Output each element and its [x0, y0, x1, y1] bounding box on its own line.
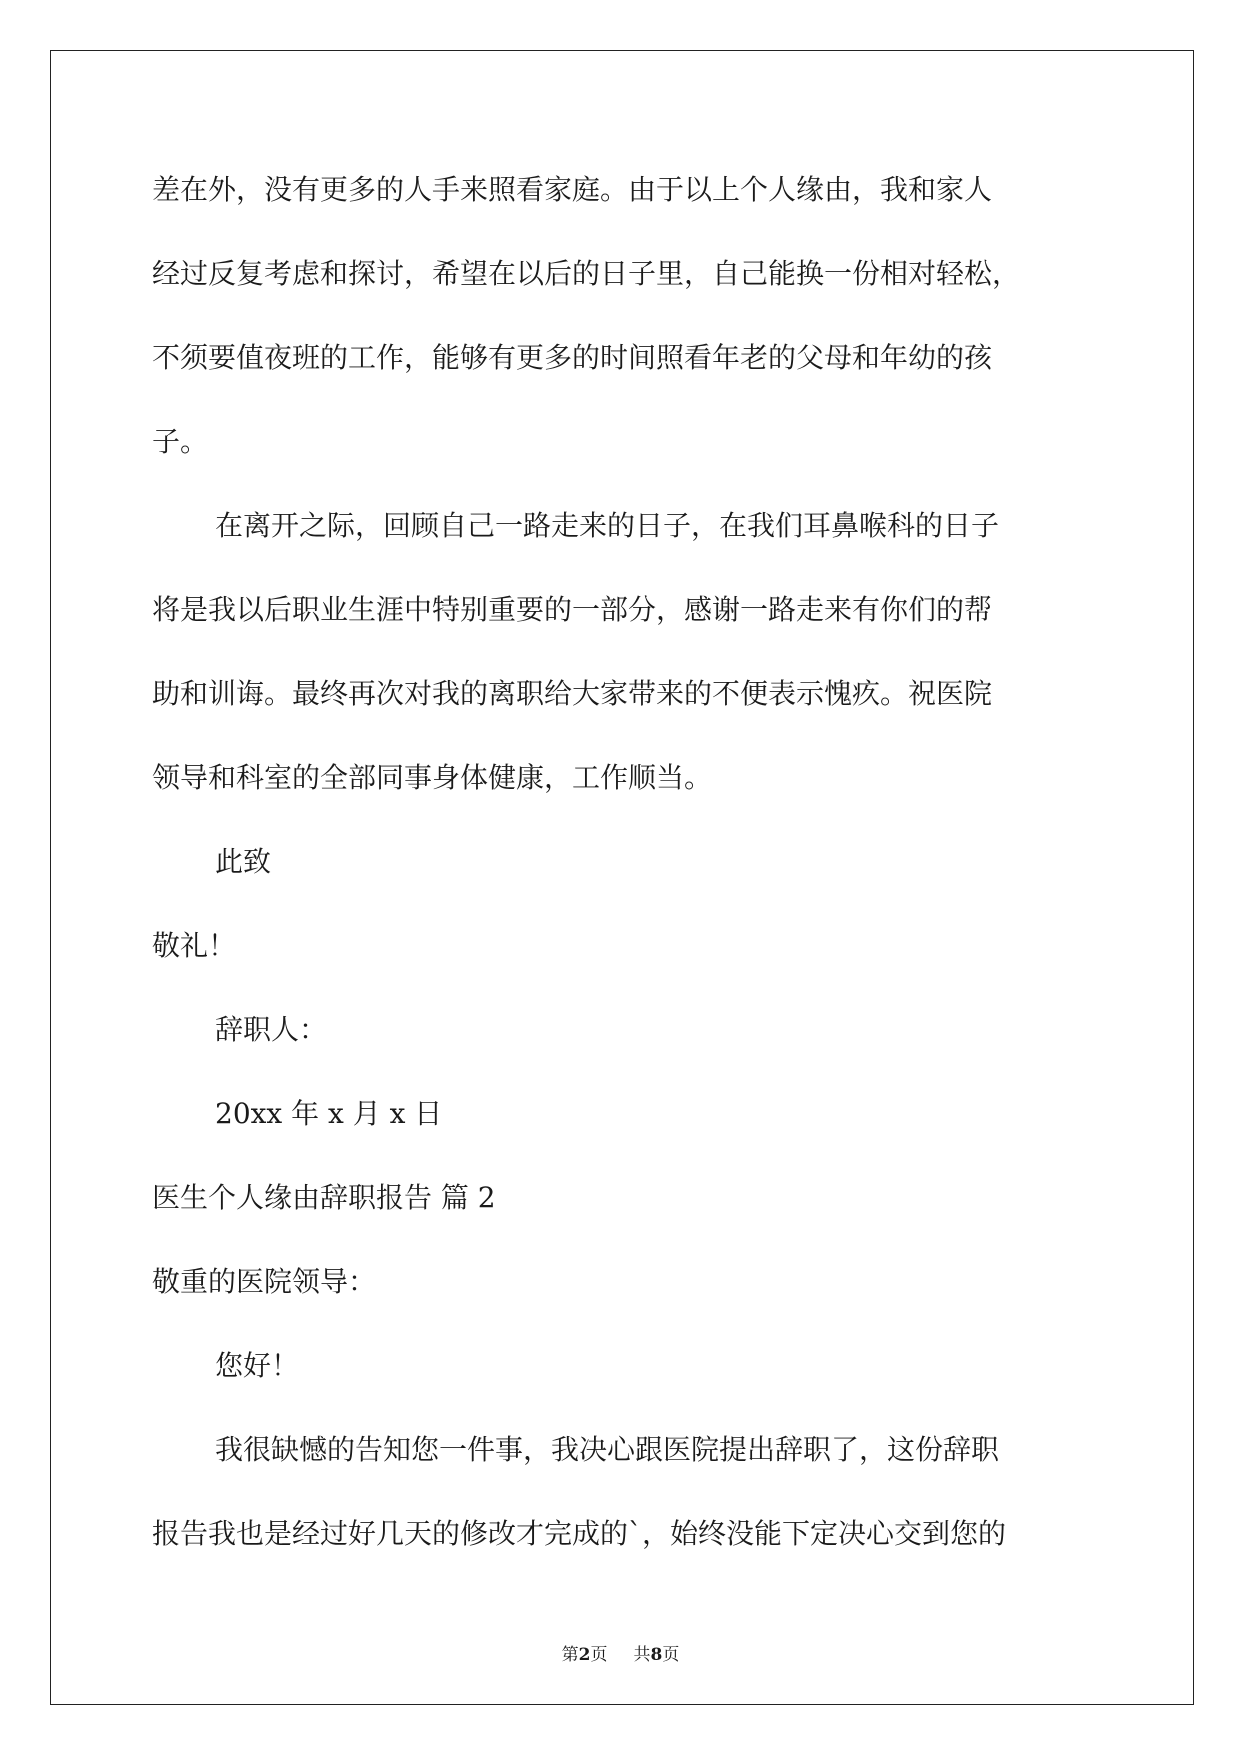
footer-page-prefix: 第 [561, 1645, 579, 1665]
text-line-4: 子。 [152, 425, 209, 458]
text-line-6: 将是我以后职业生涯中特别重要的一部分，感谢一路走来有你们的帮 [152, 593, 993, 626]
text-line-16: 我很缺憾的告知您一件事，我决心跟医院提出辞职了，这份辞职 [215, 1433, 1000, 1466]
salutation-jingli: 敬礼！ [152, 929, 237, 962]
hello-line: 您好！ [215, 1349, 300, 1382]
section-heading: 医生个人缘由辞职报告 篇 2 [152, 1181, 496, 1214]
date-line: 20xx 年 x 月 x 日 [215, 1097, 443, 1130]
text-line-8: 领导和科室的全部同事身体健康，工作顺当。 [152, 761, 713, 794]
text-line-3: 不须要值夜班的工作，能够有更多的时间照看年老的父母和年幼的孩 [152, 341, 993, 374]
signature-label: 辞职人： [215, 1013, 328, 1046]
footer-total-prefix: 共 [633, 1645, 651, 1665]
salutation-cizhi: 此致 [215, 845, 272, 878]
footer-total-number: 8 [650, 1645, 663, 1665]
footer-page-suffix: 页 [590, 1645, 608, 1665]
text-line-2: 经过反复考虑和探讨，希望在以后的日子里，自己能换一份相对轻松， [152, 257, 1021, 290]
greeting-line: 敬重的医院领导： [152, 1265, 377, 1298]
page-footer [0, 1640, 1241, 1665]
text-line-5: 在离开之际，回顾自己一路走来的日子，在我们耳鼻喉科的日子 [215, 509, 1000, 542]
footer-page-number: 2 [578, 1645, 591, 1665]
footer-total-suffix: 页 [662, 1645, 680, 1665]
text-line-17: 报告我也是经过好几天的修改才完成的`，始终没能下定决心交到您的 [152, 1517, 1007, 1550]
text-line-1: 差在外，没有更多的人手来照看家庭。由于以上个人缘由，我和家人 [152, 173, 993, 206]
text-line-7: 助和训诲。最终再次对我的离职给大家带来的不便表示愧疚。祝医院 [152, 677, 993, 710]
